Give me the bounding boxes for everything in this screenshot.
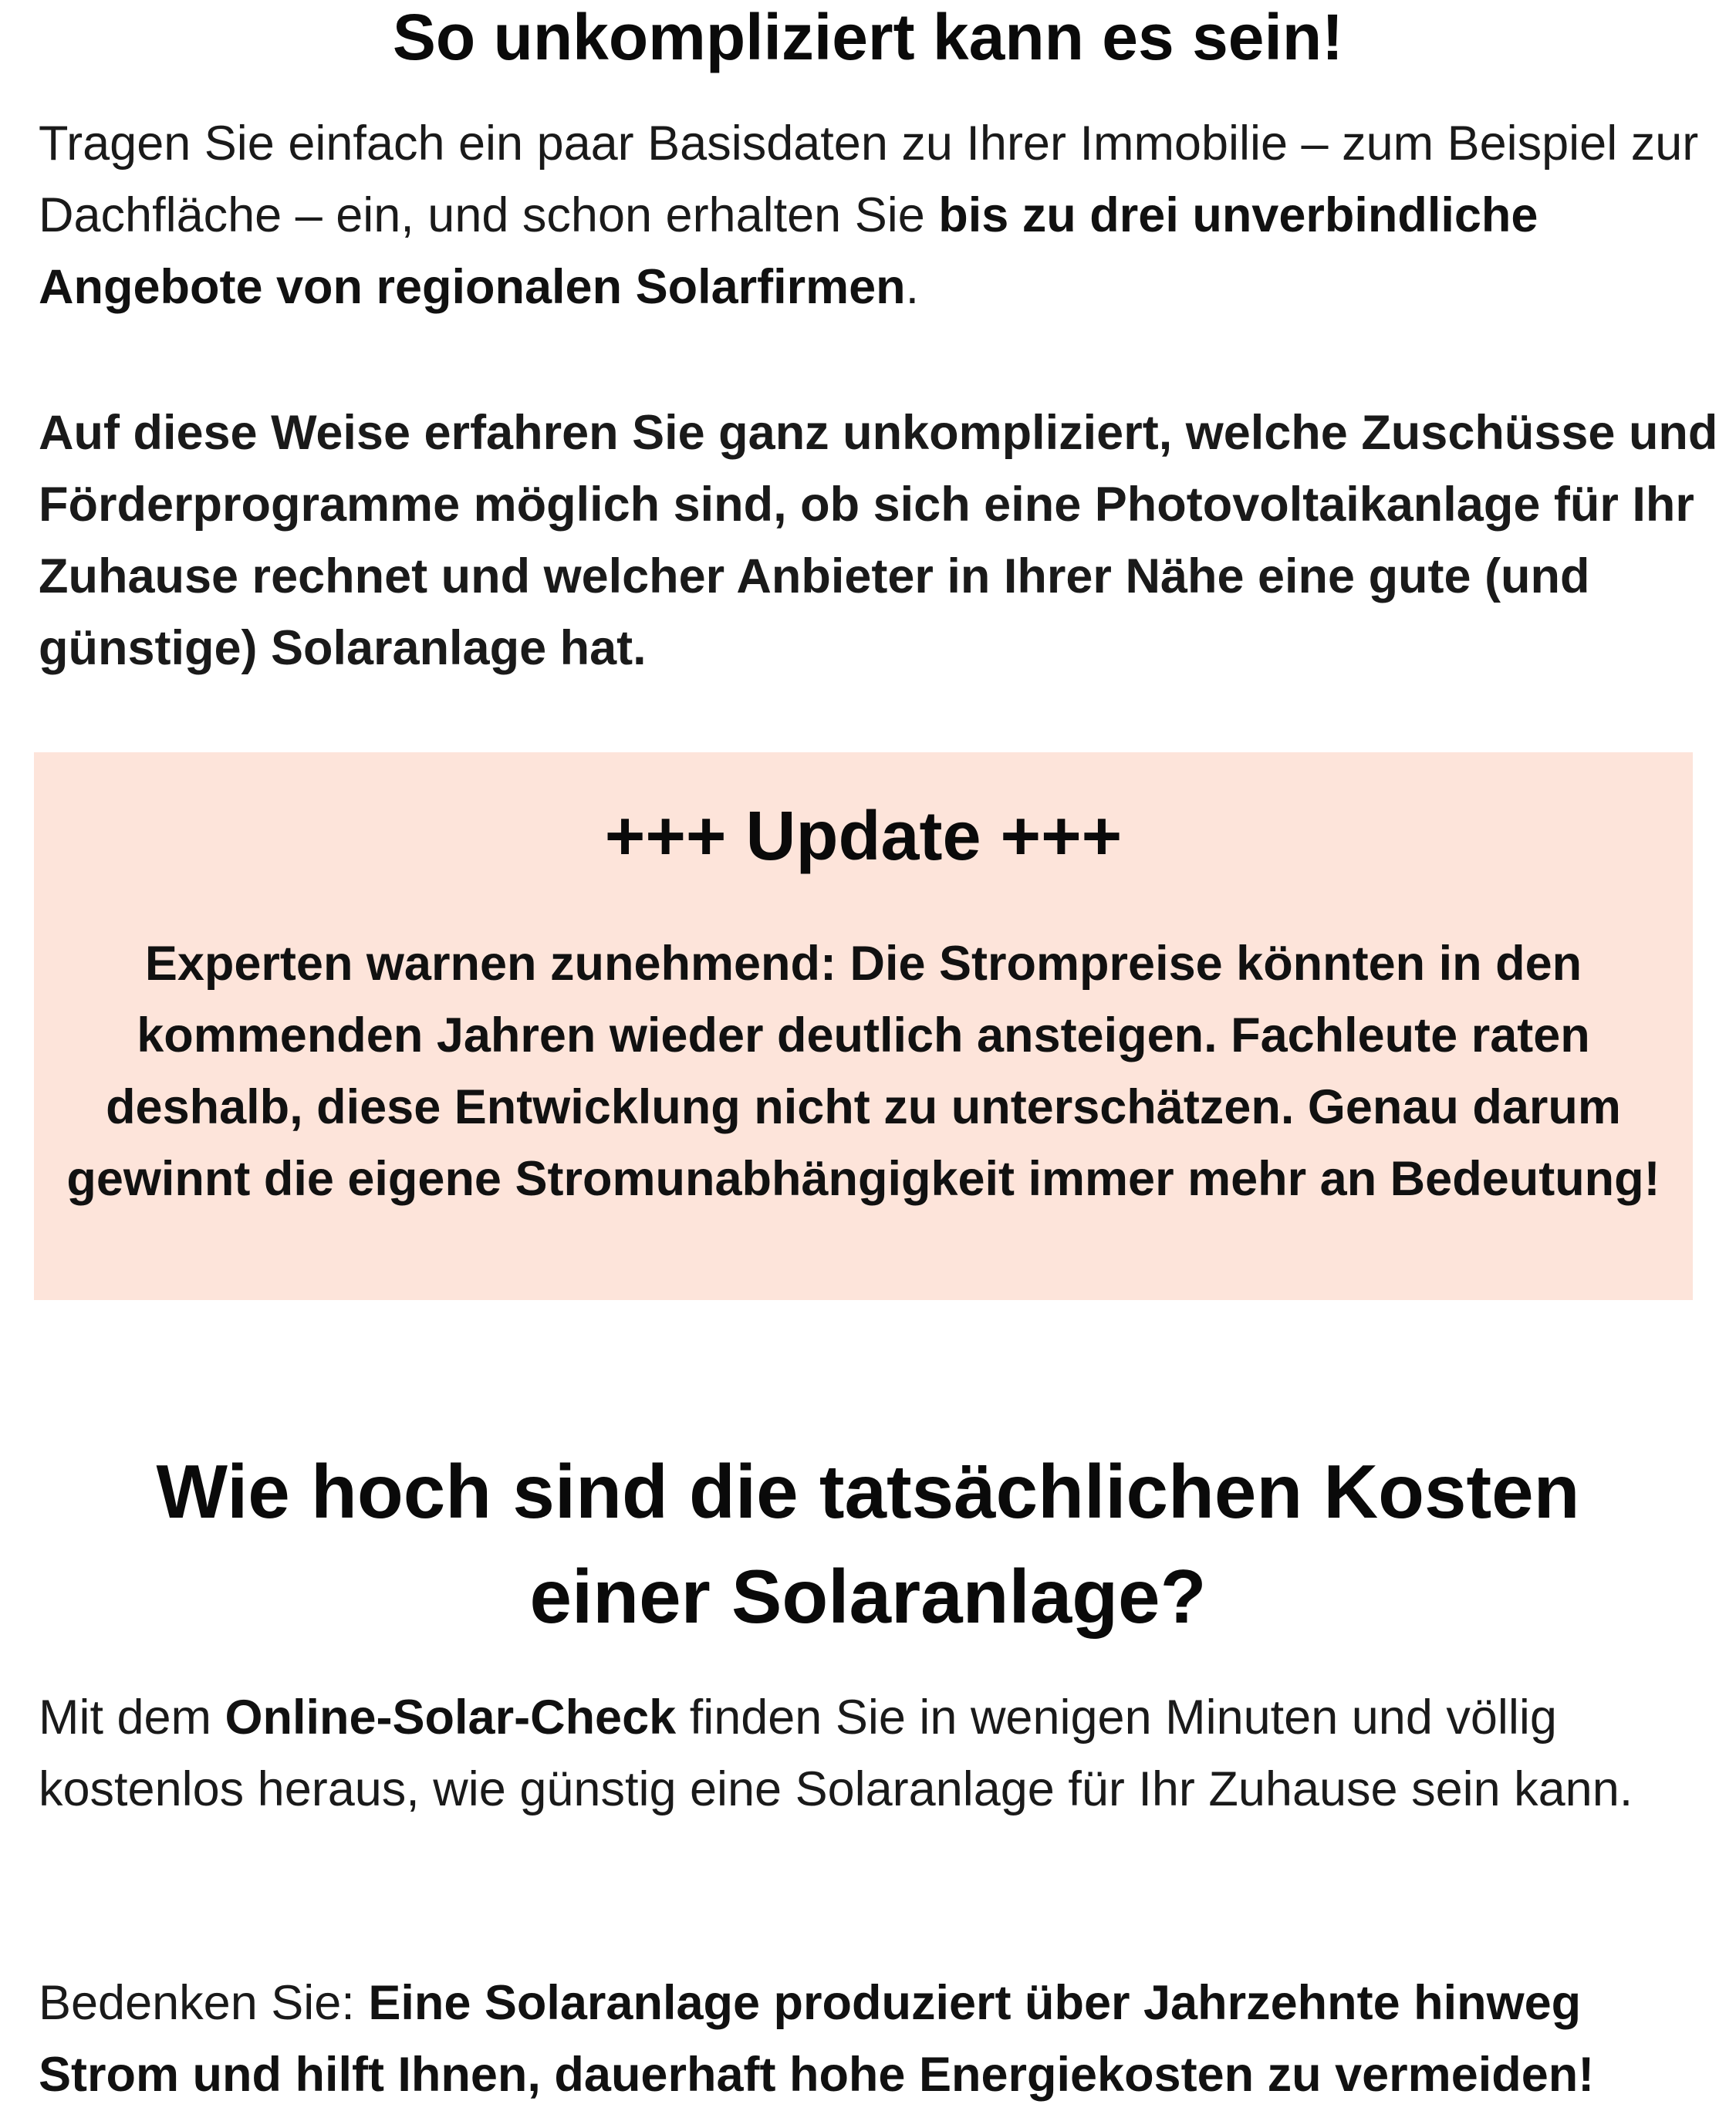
update-title: +++ Update +++ [604,798,1123,875]
solar-check-highlight: Online-Solar-Check [225,1690,677,1745]
solar-check-text-start: Mit dem [39,1690,225,1745]
update-text: Experten warnen zunehmend: Die Strompreise könnten in den kommenden Jahren wieder deutlich ansteigen. Fachleute raten deshalb, diese Entwicklung nicht zu unterschätzen. Genau darum gewinnt die eigene Stromunabhängigkeit immer mehr an Bedeutung! [66,937,1660,1206]
intro-highlight: bis zu drei unverbindliche Angebote von regionalen Solarfirmen [39,188,1538,314]
bedenken-label: Bedenken Sie: [39,1976,369,2030]
intro-text: Tragen Sie einfach ein paar Basisdaten zu Ihrer Immobilie – zum Beispiel zur Dachfläche – ein, und schon erhalten Sie [39,117,1699,242]
section-title-unkompliziert: So unkompliziert kann es sein! [392,1,1344,73]
section-title-kosten: Wie hoch sind die tatsächlichen Kosten einer Solaranlage? [156,1449,1580,1639]
bedenken-highlight: Eine Solaranlage produziert über Jahrzehnte hinweg Strom und hilft Ihnen, dauerhaft hohe Energiekosten zu vermeiden! [39,1976,1595,2102]
benefits-paragraph: Auf diese Weise erfahren Sie ganz unkompliziert, welche Zuschüsse und Förderprogramme möglich sind, ob sich eine Photovoltaikanlage für Ihr Zuhause rechnet und welcher Anbieter in Ihrer Nähe eine gute (und günstige) Solaranlage hat. [39,406,1718,675]
intro-period: . [905,260,920,314]
solar-check-text-end: finden Sie in wenigen Minuten und völlig kostenlos heraus, wie günstig eine Solaranlage für Ihr Zuhause sein kann. [39,1690,1633,1816]
solar-check-paragraph [39,1682,1721,1826]
intro-paragraph [39,108,1721,323]
bedenken-paragraph [39,1967,1721,2111]
update-callout-box [34,752,1693,1300]
